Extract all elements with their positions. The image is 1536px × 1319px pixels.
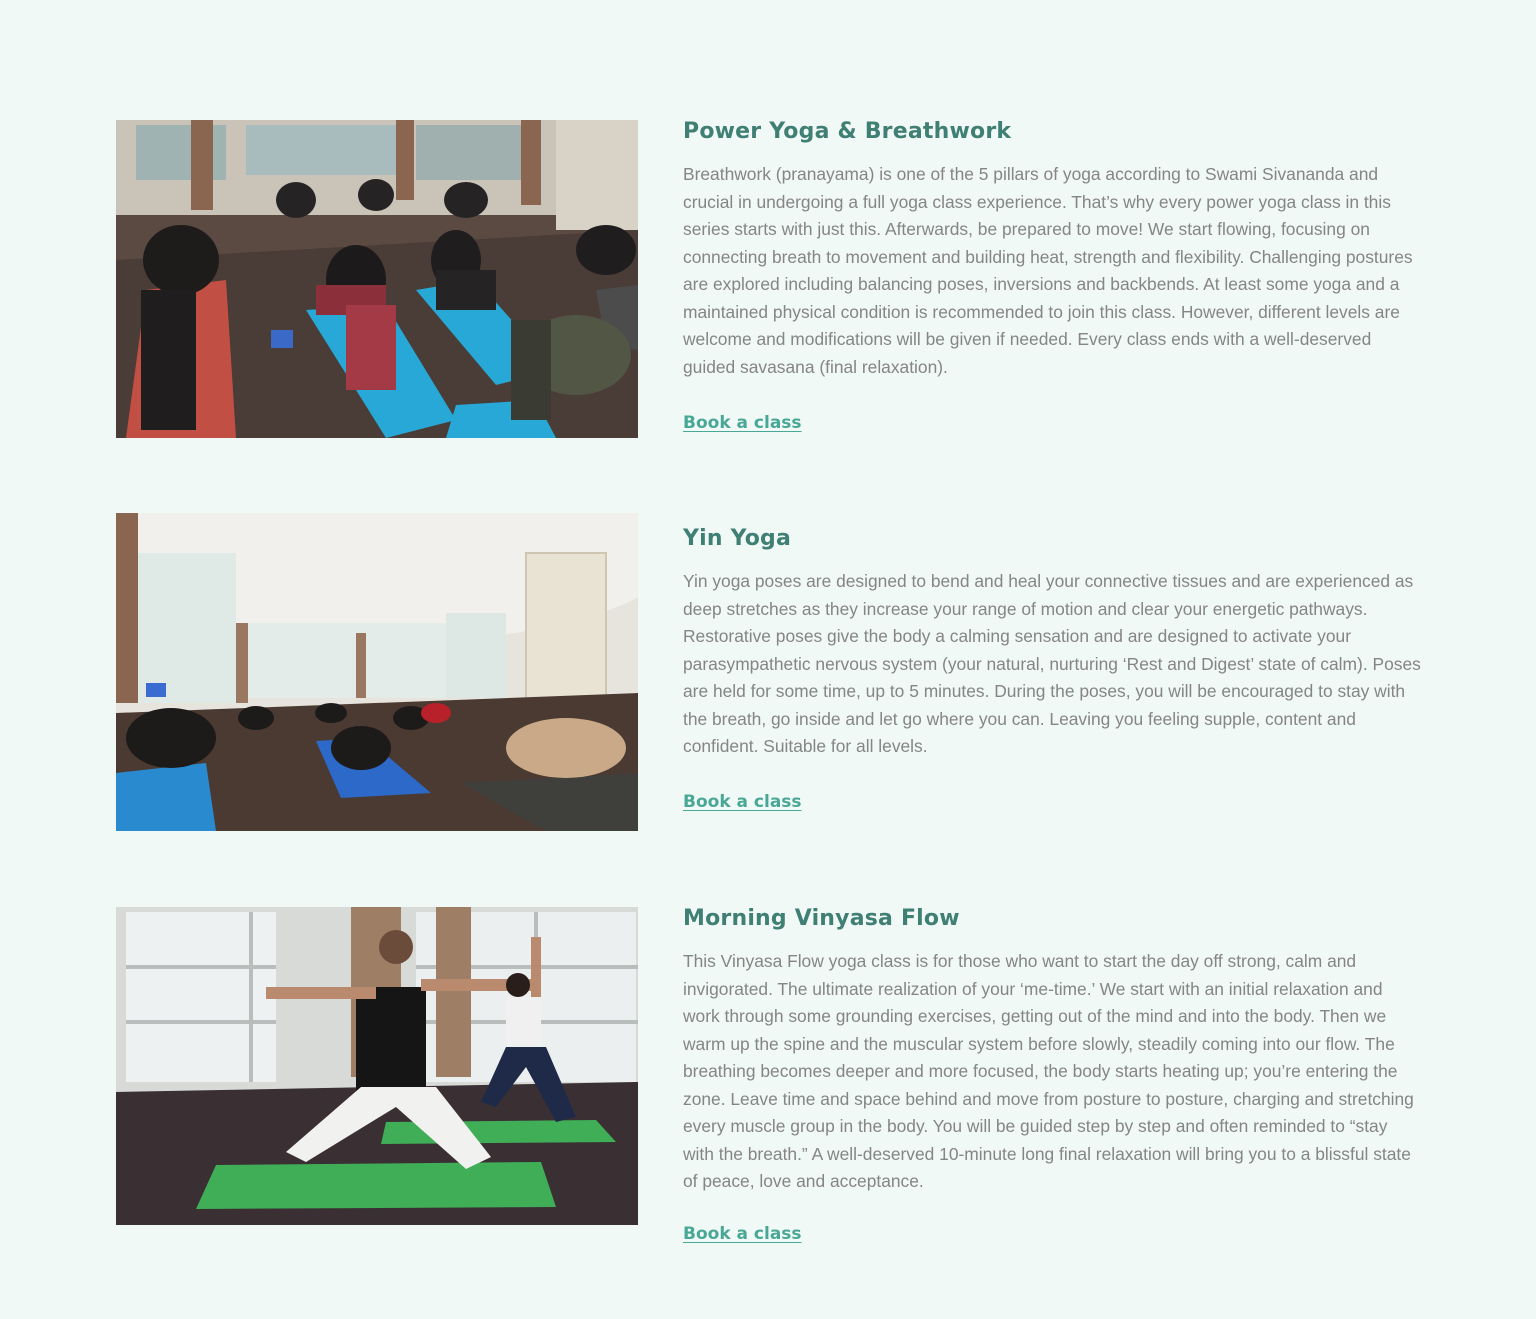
vinyasa-photo [116, 907, 638, 1225]
class-description: Breathwork (pranayama) is one of the 5 pillars of yoga according to Swami Sivananda and crucial in undergoing a full yoga class experience. That’s why every power yoga class in this series starts with just this. Afterwards, be prepared to move! We start flowing, focusing on connecting breath to movement and building heat, strength and flexibility. Challenging postures are explored including balancing poses, inversions and backbends. At least some yoga and a maintained physical condition is recommended to join this class. However, different levels are welcome and modifications will be given if needed. Every class ends with a well-deserved guided savasana (final relaxation). [683, 164, 1413, 377]
power-yoga-content [683, 119, 1423, 433]
class-description: This Vinyasa Flow yoga class is for those who want to start the day off strong, calm and invigorated. The ultimate realization of your ‘me-time.’ We start with an initial relaxation and work through some grounding exercises, getting out of the mind and into the body. Then we warm up the spine and the muscular system before slowly, steadily coming into our flow. The breathing becomes deeper and more focused, the body starts heating up; you’re entering the zone. Leave time and space behind and move from posture to posture, charging and stretching every muscle group in the body. You will be guided step by step and often reminded to “stay with the breath.” A well-deserved 10-minute long final relaxation will bring you to a blissful state of peace, love and acceptance. [683, 951, 1414, 1191]
yin-yoga-photo [116, 513, 638, 831]
class-title: Morning Vinyasa Flow [683, 906, 960, 931]
vinyasa-content [683, 906, 1423, 1244]
yin-yoga-content [683, 513, 1423, 812]
book-class-link[interactable]: Book a class [683, 1224, 802, 1244]
class-description: Yin yoga poses are designed to bend and heal your connective tissues and are experienced as deep stretches as they increase your range of motion and clear your energetic pathways. Restorative poses give the body a calming sensation and are designed to activate your parasympathetic nervous system (your natural, nurturing ‘Rest and Digest’ state of calm). Poses are held for some time, up to 5 minutes. During the poses, you will be encouraged to stay with the breath, go inside and let go where you can. Leaving you feeling supple, content and confident. Suitable for all levels. [683, 571, 1421, 756]
book-class-link[interactable]: Book a class [683, 792, 802, 812]
power-yoga-photo [116, 120, 638, 438]
class-title: Power Yoga & Breathwork [683, 119, 1012, 144]
book-class-link[interactable]: Book a class [683, 413, 802, 433]
class-title: Yin Yoga [683, 526, 792, 551]
